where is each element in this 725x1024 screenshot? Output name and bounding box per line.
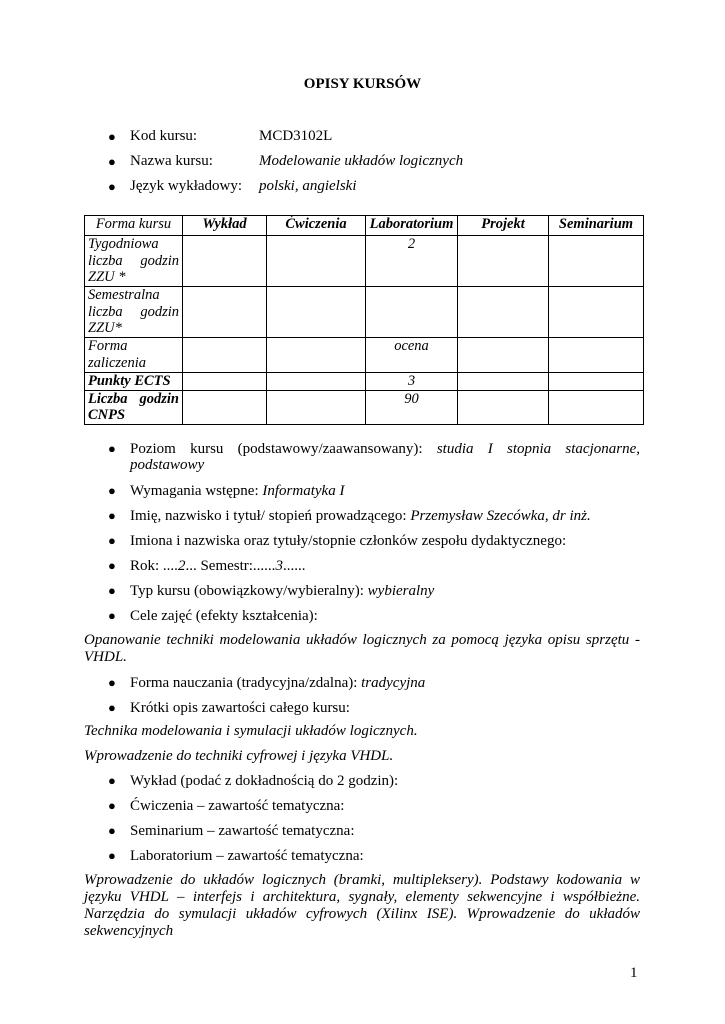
forma-label: Forma nauczania (tradycyjna/zdalna): bbox=[130, 675, 362, 691]
table-cell bbox=[549, 236, 644, 287]
row-label: Liczba godzin CNPS bbox=[85, 390, 183, 424]
table-cell bbox=[183, 338, 267, 373]
typ-item bbox=[84, 583, 640, 599]
forma-item bbox=[84, 675, 640, 691]
info-value: Modelowanie układów logicznych bbox=[259, 153, 464, 169]
table-cell bbox=[458, 236, 549, 287]
cwiczenia-item bbox=[84, 798, 640, 814]
bullet-icon: ● bbox=[108, 483, 116, 498]
poziom-item bbox=[84, 441, 640, 473]
info-label: Język wykładowy: bbox=[130, 178, 243, 194]
rok-label: Rok: .... bbox=[130, 558, 178, 574]
table-cell bbox=[267, 338, 366, 373]
page-number: 1 bbox=[630, 965, 638, 981]
table-cell: 2 bbox=[366, 236, 458, 287]
info-value: polski, angielski bbox=[259, 178, 357, 194]
page-title: OPISY KURSÓW bbox=[303, 76, 422, 92]
table-row bbox=[85, 338, 644, 373]
bullet-icon: ● bbox=[108, 583, 116, 598]
cwiczenia-label: Ćwiczenia – zawartość tematyczna: bbox=[130, 798, 345, 814]
bullet-icon: ● bbox=[108, 441, 116, 456]
table-cell bbox=[183, 373, 267, 391]
bullet-icon: ● bbox=[108, 128, 116, 144]
table-header-row bbox=[85, 216, 644, 236]
krotki-label: Krótki opis zawartości całego kursu: bbox=[130, 700, 350, 716]
info-row-code bbox=[108, 124, 463, 149]
table-cell: 3 bbox=[366, 373, 458, 391]
info-label: Kod kursu: bbox=[130, 128, 198, 144]
typ-label: Typ kursu (obowiązkowy/wybieralny): bbox=[130, 583, 368, 599]
bullet-icon: ● bbox=[108, 798, 116, 813]
table-cell bbox=[549, 338, 644, 373]
bullet-icon: ● bbox=[108, 508, 116, 523]
wyklad-item bbox=[84, 773, 640, 789]
info-row-name bbox=[108, 149, 463, 174]
table-cell bbox=[267, 373, 366, 391]
bullet-icon: ● bbox=[108, 533, 116, 548]
wymagania-label: Wymagania wstępne: bbox=[130, 483, 263, 499]
cele-item bbox=[84, 608, 640, 624]
bullet-icon: ● bbox=[108, 675, 116, 690]
table-cell bbox=[183, 287, 267, 338]
table-header: Seminarium bbox=[549, 216, 644, 236]
table-header: Forma kursu bbox=[85, 216, 183, 236]
cele-label: Cele zajęć (efekty kształcenia): bbox=[130, 608, 318, 624]
row-label: Punkty ECTS bbox=[85, 373, 183, 391]
table-cell bbox=[267, 287, 366, 338]
table-cell bbox=[549, 373, 644, 391]
table-cell bbox=[458, 390, 549, 424]
rok-tail: ...... bbox=[282, 558, 306, 574]
bullet-icon: ● bbox=[108, 848, 116, 863]
info-label: Nazwa kursu: bbox=[130, 153, 213, 169]
cele-text: Opanowanie techniki modelowania układów logicznych za pomocą języka opisu sprzętu - VHDL. bbox=[84, 632, 640, 665]
bullet-icon: ● bbox=[108, 700, 116, 715]
row-label: Semestralna liczba godzin ZZU* bbox=[85, 287, 183, 338]
table-header: Ćwiczenia bbox=[267, 216, 366, 236]
seminarium-item bbox=[84, 823, 640, 839]
prowadzacy-item bbox=[84, 508, 640, 524]
bullet-icon: ● bbox=[108, 153, 116, 169]
prowadzacy-value: Przemysław Szecówka, dr inż. bbox=[410, 508, 591, 524]
table-cell bbox=[183, 390, 267, 424]
table-cell bbox=[267, 236, 366, 287]
info-value: MCD3102L bbox=[259, 128, 333, 144]
table-cell bbox=[549, 390, 644, 424]
course-forms-table bbox=[84, 215, 644, 425]
wymagania-value: Informatyka I bbox=[262, 483, 345, 499]
poziom-value: studia I stopnia stacjonarne, podstawowy bbox=[130, 441, 640, 473]
bullet-icon: ● bbox=[108, 608, 116, 623]
wyklad-label: Wykład (podać z dokładnością do 2 godzin): bbox=[130, 773, 399, 789]
zespol-label: Imiona i nazwiska oraz tytuły/stopnie członków zespołu dydaktycznego: bbox=[130, 533, 567, 549]
forma-value: tradycyjna bbox=[361, 675, 426, 691]
rok-item bbox=[84, 558, 640, 574]
table-cell bbox=[549, 287, 644, 338]
seminarium-label: Seminarium – zawartość tematyczna: bbox=[130, 823, 355, 839]
table-row bbox=[85, 373, 644, 391]
krotki-line-2: Wprowadzenie do techniki cyfrowej i języka VHDL. bbox=[84, 748, 394, 764]
prowadzacy-label: Imię, nazwisko i tytuł/ stopień prowadzącego: bbox=[130, 508, 411, 524]
bullet-icon: ● bbox=[108, 558, 116, 573]
row-label: Tygodniowa liczba godzin ZZU * bbox=[85, 236, 183, 287]
rok-value: 2 bbox=[177, 558, 186, 574]
table-cell bbox=[366, 287, 458, 338]
poziom-label: Poziom kursu (podstawowy/zaawansowany): bbox=[130, 441, 437, 457]
laboratorium-item bbox=[84, 848, 640, 864]
laboratorium-text: Wprowadzenie do układów logicznych (bramki, multipleksery). Podstawy kodowania w języku VHDL – interfejs i architektura, sygnały, elementy sekwencyjne i współbieżne. Narzędzia do symulacji układów cyfrowych (Xilinx ISE). Wprowadzenie do układów sekwencyjnych bbox=[84, 872, 640, 939]
zespol-item bbox=[84, 533, 640, 549]
row-label: Forma zaliczenia bbox=[85, 338, 183, 373]
bullet-icon: ● bbox=[108, 773, 116, 788]
semestr-value: 3 bbox=[275, 558, 283, 574]
laboratorium-label: Laboratorium – zawartość tematyczna: bbox=[130, 848, 364, 864]
table-cell: 90 bbox=[366, 390, 458, 424]
bullet-icon: ● bbox=[108, 178, 116, 194]
krotki-item bbox=[84, 700, 640, 716]
table-row bbox=[85, 236, 644, 287]
bullet-icon: ● bbox=[108, 823, 116, 838]
table-cell bbox=[458, 338, 549, 373]
table-header: Wykład bbox=[183, 216, 267, 236]
semestr-label: ... Semestr:...... bbox=[185, 558, 276, 574]
table-header: Projekt bbox=[458, 216, 549, 236]
course-info-list bbox=[108, 124, 463, 199]
table-header: Laboratorium bbox=[366, 216, 458, 236]
table-cell bbox=[267, 390, 366, 424]
table-cell bbox=[458, 287, 549, 338]
typ-value: wybieralny bbox=[367, 583, 435, 599]
table-row bbox=[85, 390, 644, 424]
krotki-line-1: Technika modelowania i symulacji układów logicznych. bbox=[84, 723, 418, 739]
table-cell bbox=[183, 236, 267, 287]
table-cell bbox=[458, 373, 549, 391]
table-row bbox=[85, 287, 644, 338]
table-cell: ocena bbox=[366, 338, 458, 373]
wymagania-item bbox=[84, 483, 640, 499]
info-row-language bbox=[108, 174, 463, 199]
